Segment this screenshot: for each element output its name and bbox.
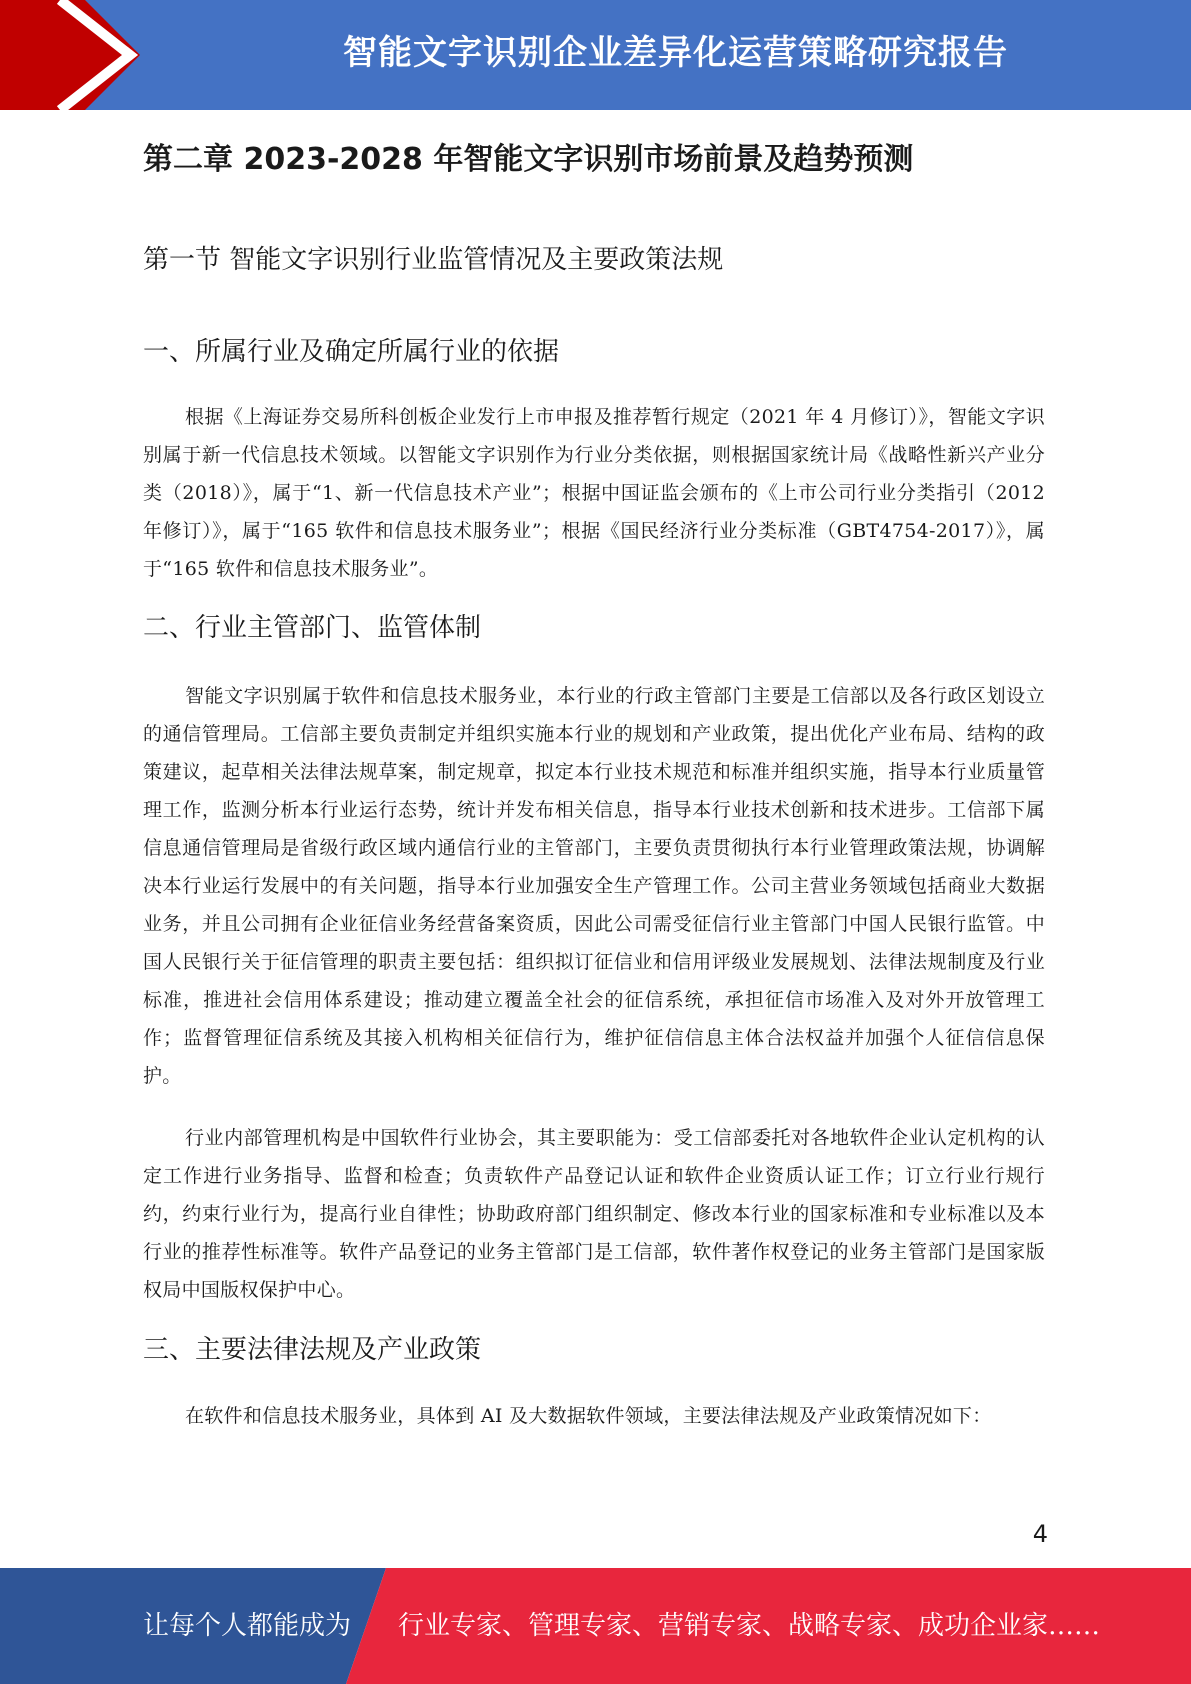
report-title: 智能文字识别企业差异化运营策略研究报告 <box>343 33 1008 73</box>
chevron-logo-icon <box>0 0 140 110</box>
paragraph-laws-intro: 在软件和信息技术服务业，具体到 AI 及大数据软件领域，主要法律法规及产业政策情况如下： <box>185 1405 992 1427</box>
subsection-title-1: 一、所属行业及确定所属行业的依据 <box>143 337 560 367</box>
footer-slogan-left: 让每个人都能成为 <box>143 1611 352 1641</box>
paragraph-industry-basis: 根据《上海证券交易所科创板企业发行上市申报及推荐暂行规定（2021 年 4 月修订）》，智能文字识别属于新一代信息技术领域。以智能文字识别作为行业分类依据，则根据国家统计局《战略性新兴产业分类（2018）》，属于“1、新一代信息技术产业”；根据中国证监会颁布的《上市公司行业分类指引（2012 年修订）》，属于“165 软件和信息技术服务业”；根据《国民经济行业分类标准（GBT4754-2017）》，属于“165 软件和信息技术服务业”。 <box>143 406 1045 580</box>
page-number: 4 <box>1032 1520 1048 1548</box>
header-band <box>0 0 1191 110</box>
section-title: 第一节 智能文字识别行业监管情况及主要政策法规 <box>143 245 724 275</box>
subsection-title-3: 三、主要法律法规及产业政策 <box>143 1335 482 1365</box>
paragraph-regulators: 智能文字识别属于软件和信息技术服务业，本行业的行政主管部门主要是工信部以及各行政区划设立的通信管理局。工信部主要负责制定并组织实施本行业的规划和产业政策，提出优化产业布局、结构的政策建议，起草相关法律法规草案，制定规章，拟定本行业技术规范和标准并组织实施，指导本行业质量管理工作，监测分析本行业运行态势，统计并发布相关信息，指导本行业技术创新和技术进步。工信部下属信息通信管理局是省级行政区域内通信行业的主管部门，主要负责贯彻执行本行业管理政策法规，协调解决本行业运行发展中的有关问题，指导本行业加强安全生产管理工作。公司主营业务领域包括商业大数据业务，并且公司拥有企业征信业务经营备案资质，因此公司需受征信行业主管部门中国人民银行监管。中国人民银行关于征信管理的职责主要包括：组织拟订征信业和信用评级业发展规划、法律法规制度及行业标准，推进社会信用体系建设；推动建立覆盖全社会的征信系统，承担征信市场准入及对外开放管理工作；监督管理征信系统及其接入机构相关征信行为，维护征信信息主体合法权益并加强个人征信信息保护。 <box>143 685 1045 1087</box>
footer-slogan-right: 行业专家、管理专家、营销专家、战略专家、成功企业家…… <box>398 1611 1101 1641</box>
subsection-title-2: 二、行业主管部门、监管体制 <box>143 613 482 643</box>
footer-band <box>0 1568 1191 1684</box>
chapter-title: 第二章 2023-2028 年智能文字识别市场前景及趋势预测 <box>143 142 914 177</box>
paragraph-industry-association: 行业内部管理机构是中国软件行业协会，其主要职能为：受工信部委托对各地软件企业认定机构的认定工作进行业务指导、监督和检查；负责软件产品登记认证和软件企业资质认证工作；订立行业行规行约，约束行业行为，提高行业自律性；协助政府部门组织制定、修改本行业的国家标准和专业标准以及本行业的推荐性标准等。软件产品登记的业务主管部门是工信部，软件著作权登记的业务主管部门是国家版权局中国版权保护中心。 <box>143 1127 1045 1301</box>
